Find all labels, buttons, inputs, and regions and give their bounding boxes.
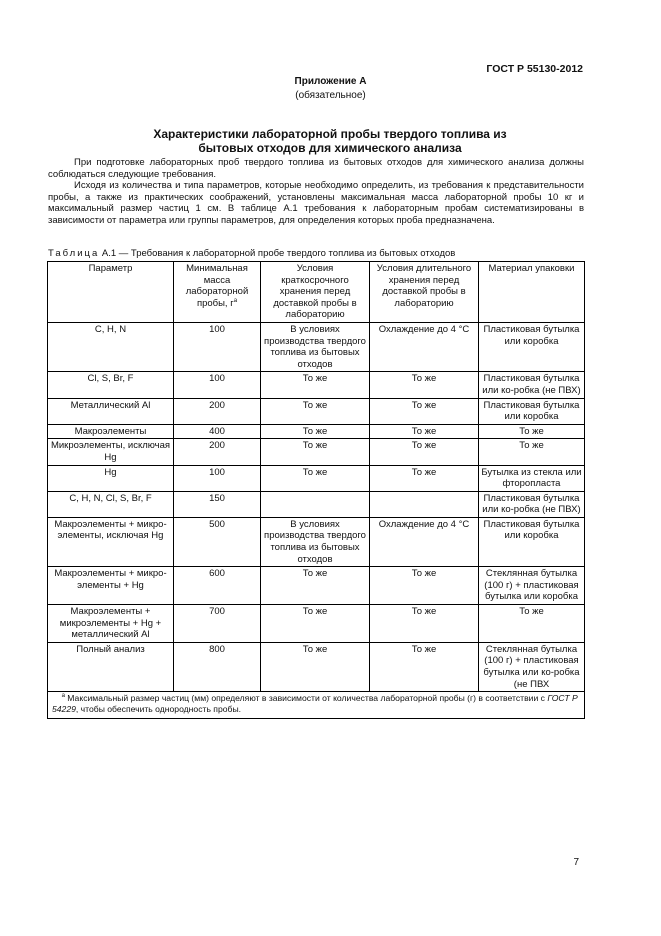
table-cell: 100 bbox=[174, 465, 261, 491]
table-row bbox=[48, 642, 585, 691]
header-cell: Условия длительного хранения перед доставкой пробы в лабораторию bbox=[370, 262, 479, 323]
heading-line-2: бытовых отходов для химического анализа bbox=[198, 141, 462, 155]
body-text bbox=[48, 157, 584, 227]
table-row bbox=[48, 491, 585, 517]
header-cell: Материал упаковки bbox=[479, 262, 585, 323]
table-row bbox=[48, 439, 585, 465]
table-cell: То же bbox=[261, 424, 370, 439]
table-cell: Охлаждение до 4 °С bbox=[370, 517, 479, 566]
table-cell: Охлаждение до 4 °С bbox=[370, 322, 479, 371]
table-cell: То же bbox=[370, 372, 479, 398]
table-row bbox=[48, 567, 585, 605]
table-cell: Макроэлементы + микро-элементы + Hg bbox=[48, 567, 174, 605]
table-cell: Полный анализ bbox=[48, 642, 174, 691]
footnote-marker: а bbox=[61, 693, 65, 700]
table-cell: То же bbox=[370, 424, 479, 439]
table-cell: 200 bbox=[174, 398, 261, 424]
table-cell: 150 bbox=[174, 491, 261, 517]
table-footnote bbox=[48, 692, 585, 719]
table-cell: То же bbox=[261, 567, 370, 605]
table-cell bbox=[261, 491, 370, 517]
requirements-table bbox=[47, 261, 585, 719]
table-cell: То же bbox=[370, 605, 479, 643]
table-cell: То же bbox=[261, 605, 370, 643]
table-cell: То же bbox=[370, 439, 479, 465]
table-row bbox=[48, 398, 585, 424]
table-cell: То же bbox=[479, 605, 585, 643]
table-cell: Hg bbox=[48, 465, 174, 491]
footnote-text: Максимальный размер частиц (мм) определяют в зависимости от количества лабораторной пробы (г) в соответствии с bbox=[67, 693, 545, 704]
table-cell: Микроэлементы, исключая Hg bbox=[48, 439, 174, 465]
table-cell: Cl, S, Br, F bbox=[48, 372, 174, 398]
table-cell: 400 bbox=[174, 424, 261, 439]
table-cell: Макроэлементы + микро-элементы, исключая Hg bbox=[48, 517, 174, 566]
table-cell: 100 bbox=[174, 372, 261, 398]
table-row bbox=[48, 605, 585, 643]
table-row bbox=[48, 322, 585, 371]
table-cell: 200 bbox=[174, 439, 261, 465]
table-caption bbox=[48, 248, 455, 259]
table-cell: C, H, N, Cl, S, Br, F bbox=[48, 491, 174, 517]
page-number: 7 bbox=[573, 857, 579, 868]
header-cell bbox=[174, 262, 261, 323]
section-heading bbox=[60, 127, 600, 155]
table-cell: Пластиковая бутылка или коробка bbox=[479, 398, 585, 424]
table-cell: Пластиковая бутылка или ко-робка (не ПВХ) bbox=[479, 491, 585, 517]
table-cell: 800 bbox=[174, 642, 261, 691]
table-cell: То же bbox=[370, 567, 479, 605]
table-cell: То же bbox=[261, 439, 370, 465]
table-cell: В условиях производства твердого топлива из бытовых отходов bbox=[261, 322, 370, 371]
table-cell: Макроэлементы + микроэлементы + Hg + металлический Al bbox=[48, 605, 174, 643]
header-cell: Условия краткосрочного хранения перед доставкой пробы в лабораторию bbox=[261, 262, 370, 323]
footnote-marker: а bbox=[233, 297, 238, 304]
table-cell: 700 bbox=[174, 605, 261, 643]
table-cell: То же bbox=[370, 642, 479, 691]
table-cell: То же bbox=[261, 398, 370, 424]
table-body bbox=[48, 322, 585, 691]
heading-line-1: Характеристики лабораторной пробы твердого топлива из bbox=[153, 127, 507, 141]
caption-word: Таблица bbox=[48, 248, 100, 259]
table-cell: Пластиковая бутылка или ко-робка (не ПВХ) bbox=[479, 372, 585, 398]
table-cell: 500 bbox=[174, 517, 261, 566]
table-header-row bbox=[48, 262, 585, 323]
table-cell: То же bbox=[479, 439, 585, 465]
appendix-subtitle: (обязательное) bbox=[295, 90, 366, 101]
footnote-row bbox=[48, 692, 585, 719]
table-cell: То же bbox=[479, 424, 585, 439]
table-cell: То же bbox=[261, 465, 370, 491]
table-cell: Бутылка из стекла или фторопласта bbox=[479, 465, 585, 491]
caption-text: А.1 — Требования к лабораторной пробе твердого топлива из бытовых отходов bbox=[101, 248, 456, 259]
table-cell: Металлический Al bbox=[48, 398, 174, 424]
appendix-title: Приложение А bbox=[294, 76, 367, 87]
footnote-reference: ГОСТ Р 54229 bbox=[52, 693, 578, 715]
table-cell bbox=[370, 491, 479, 517]
table-cell: Стеклянная бутылка (100 г) + пластиковая бутылка или коробка bbox=[479, 567, 585, 605]
paragraph: При подготовке лабораторных проб твердого топлива из бытовых отходов для химического анализа должны соблюдаться следующие требования. bbox=[48, 157, 584, 180]
table-cell: Макроэлементы bbox=[48, 424, 174, 439]
table-cell: 100 bbox=[174, 322, 261, 371]
table-cell: Пластиковая бутылка или коробка bbox=[479, 322, 585, 371]
table-row bbox=[48, 424, 585, 439]
header-cell-text: Минимальная масса лабораторной пробы, г bbox=[185, 263, 249, 309]
table-cell: C, H, N bbox=[48, 322, 174, 371]
table-cell: То же bbox=[261, 642, 370, 691]
table-row bbox=[48, 372, 585, 398]
table-row bbox=[48, 465, 585, 491]
table-cell: 600 bbox=[174, 567, 261, 605]
header-cell: Параметр bbox=[48, 262, 174, 323]
table-cell: В условиях производства твердого топлива из бытовых отходов bbox=[261, 517, 370, 566]
standard-number: ГОСТ Р 55130-2012 bbox=[486, 63, 583, 75]
table-cell: То же bbox=[370, 398, 479, 424]
table-row bbox=[48, 517, 585, 566]
table-cell: То же bbox=[370, 465, 479, 491]
footnote-text-end: , чтобы обеспечить однородность пробы. bbox=[75, 704, 242, 715]
table-cell: Стеклянная бутылка (100 г) + пластиковая бутылка или ко-робка (не ПВХ bbox=[479, 642, 585, 691]
table-cell: То же bbox=[261, 372, 370, 398]
table-cell: Пластиковая бутылка или коробка bbox=[479, 517, 585, 566]
paragraph: Исходя из количества и типа параметров, которые необходимо определить, из требования к представительности пробы, а также из практических соображений, установлены максимальная масса лабораторной пробы 10 кг и максимальный размер частиц 1 см. В таблице А.1 требования к лабораторным пробам систематизированы в зависимости от параметра или группы параметров, для определения которых проба предназначена. bbox=[48, 180, 584, 226]
